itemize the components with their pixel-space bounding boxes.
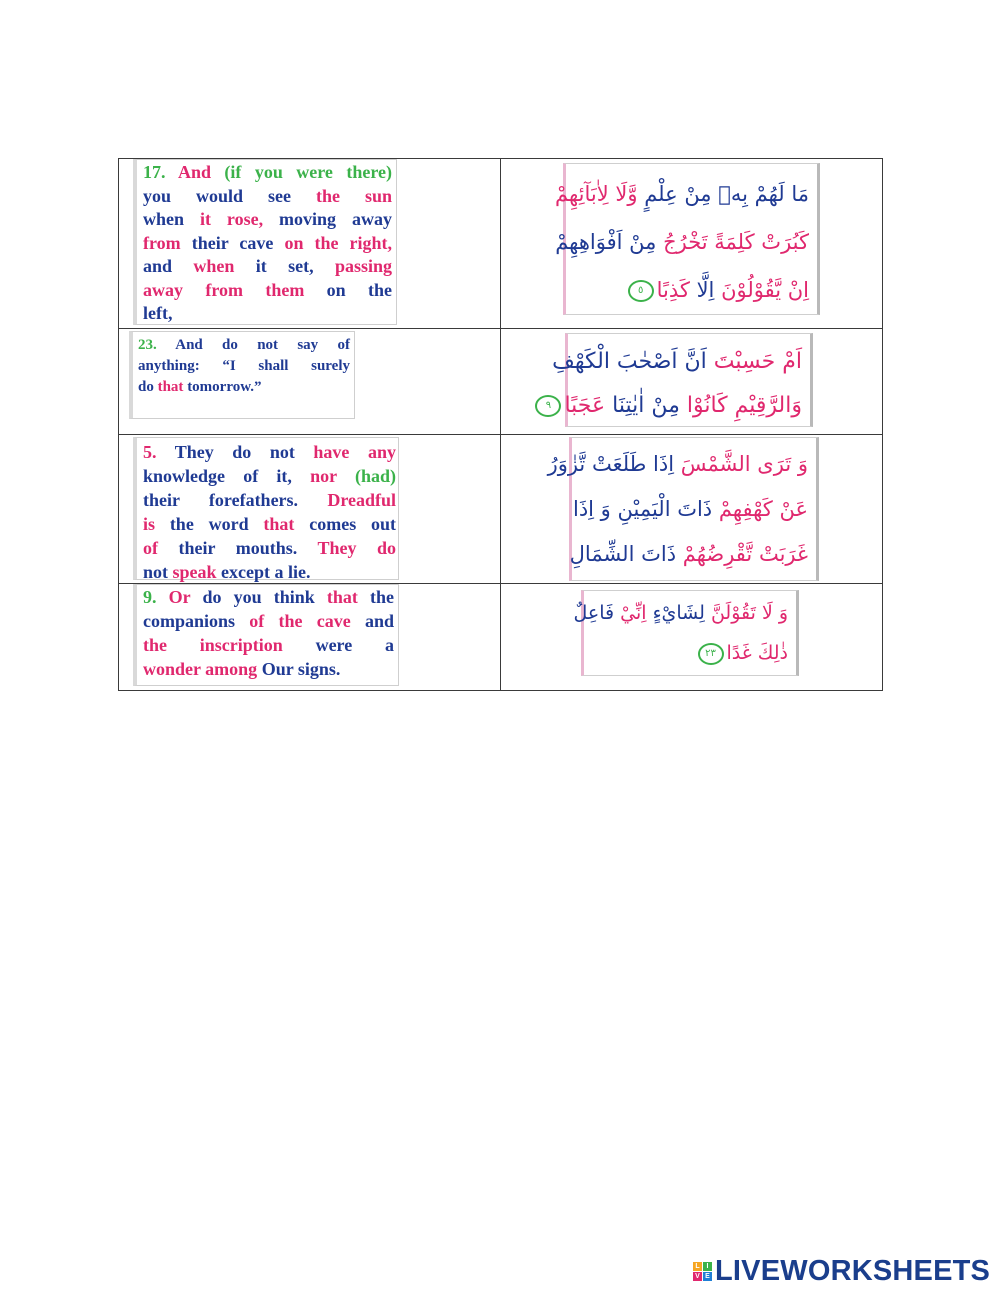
arabic-segment: وَ تَرَى الشَّمْسَ [680, 452, 808, 476]
english-cell [119, 435, 501, 584]
translation-line [143, 279, 392, 303]
translation-segment: you would see [143, 185, 316, 206]
translation-segment: and [143, 256, 194, 276]
verse-table [118, 158, 883, 691]
translation-segment: and [364, 611, 394, 631]
arabic-segment: لِشَايْءٍ [652, 602, 711, 624]
translation-segment: do you think [202, 587, 327, 607]
translation-segment: them [265, 279, 327, 300]
arabic-segment: كَبُرَتْ كَلِمَةً تَخْرُجُ [663, 230, 809, 254]
translation-segment: wonder among [143, 659, 262, 679]
arabic-segment: اِنِّيْ [620, 602, 653, 624]
table-row [119, 584, 883, 691]
translation-line [138, 356, 350, 377]
arabic-segment: ذَاتَ الشِّمَالِ [569, 542, 683, 566]
arabic-segment: عَنْ كَهْفِهِمْ [718, 497, 808, 521]
english-translation [129, 331, 355, 419]
translation-segment: is [143, 514, 170, 534]
translation-segment: 23. [138, 337, 176, 353]
translation-segment: that [157, 379, 188, 395]
ayah-marker-icon: ٢٣ [698, 643, 724, 665]
arabic-segment: غَرَبَتْ تَّقْرِضُهُمْ [682, 542, 808, 566]
translation-segment: that [326, 587, 371, 607]
translation-line [143, 440, 396, 464]
arabic-segment: مَا لَهُمْ بِهٖ مِنْ عِلْمٍ [644, 182, 809, 206]
arabic-segment: وَالرَّقِيْمِ كَانُوْا [686, 393, 802, 418]
translation-segment: the [370, 587, 395, 607]
arabic-line [545, 384, 802, 428]
arabic-verse [545, 333, 813, 427]
translation-segment: that [263, 514, 310, 534]
translation-segment: have any [313, 442, 396, 462]
table-row [119, 435, 883, 584]
arabic-line [554, 170, 809, 218]
liveworksheets-logo [693, 1256, 990, 1286]
arabic-line [590, 633, 788, 673]
translation-segment: their mouths. [178, 538, 318, 558]
translation-segment: on the right, [284, 232, 393, 253]
arabic-segment: اَمْ حَسِبْتَ [713, 349, 802, 374]
translation-segment: 5. [143, 442, 175, 462]
translation-segment: And [177, 162, 225, 182]
translation-segment: “I shall surely [222, 358, 350, 374]
translation-line [143, 657, 394, 681]
translation-line [138, 377, 350, 398]
arabic-segment: كَذِبًا [656, 278, 690, 302]
arabic-cell [501, 435, 883, 584]
arabic-segment: وَ لَا تَقُوْلَنَّ [710, 602, 788, 624]
translation-segment: sun [364, 185, 392, 206]
table-row [119, 159, 883, 329]
arabic-verse [554, 163, 820, 315]
arabic-verse [573, 590, 799, 676]
translation-segment: Our signs. [261, 659, 341, 679]
arabic-segment: اِلَّا [689, 278, 722, 302]
translation-line [143, 560, 396, 584]
translation-segment: away from [143, 279, 266, 300]
translation-segment: the [315, 185, 365, 206]
translation-segment: passing [334, 256, 393, 276]
translation-segment: the [143, 635, 200, 655]
translation-segment: left, [143, 303, 173, 323]
translation-line [143, 633, 394, 657]
translation-line [143, 185, 392, 209]
translation-line [143, 464, 396, 488]
translation-segment: except a lie. [221, 562, 311, 582]
translation-line [143, 585, 394, 609]
arabic-line [569, 532, 808, 577]
translation-segment: their forefathers. [143, 490, 328, 510]
translation-segment: comes out [309, 514, 397, 534]
translation-segment: (had) [354, 466, 396, 486]
english-translation [133, 159, 397, 325]
arabic-segment: مِنْ اٰيٰتِنَا [612, 393, 687, 418]
translation-segment: companions [143, 611, 250, 631]
translation-segment: the cave [278, 611, 365, 631]
translation-segment: on the [326, 279, 392, 300]
translation-segment: Or [168, 587, 203, 607]
translation-segment: They do [317, 538, 396, 558]
table-row [119, 329, 883, 435]
arabic-line [555, 218, 809, 266]
english-translation [133, 584, 399, 686]
translation-segment: their cave [191, 232, 285, 253]
arabic-cell [501, 329, 883, 435]
english-cell [119, 329, 501, 435]
translation-segment: They do not [174, 442, 314, 462]
arabic-cell [501, 584, 883, 691]
translation-segment: do [138, 379, 158, 395]
translation-segment: when [143, 209, 200, 229]
translation-segment: 9. [143, 587, 169, 607]
arabic-line [572, 266, 809, 314]
translation-line [143, 302, 392, 326]
arabic-segment: اِنْ يَّقُوْلُوْنَ [721, 278, 809, 302]
english-translation [133, 437, 399, 580]
arabic-segment: وَّلَا لِاٰبَآئِهِمْ [554, 182, 645, 206]
arabic-segment: ذٰلِكَ غَدًا [726, 642, 788, 664]
translation-segment: knowledge of it, [143, 466, 311, 486]
translation-line [138, 335, 350, 356]
translation-segment: when [193, 256, 256, 276]
translation-line [143, 512, 396, 536]
translation-segment: speak [172, 562, 222, 582]
translation-segment: it set, [255, 256, 335, 276]
translation-segment: the word [169, 514, 264, 534]
arabic-line [573, 593, 788, 633]
translation-line [143, 488, 396, 512]
translation-segment: not [143, 562, 173, 582]
english-cell [119, 159, 501, 329]
translation-segment: were a [282, 635, 394, 655]
translation-line [143, 609, 394, 633]
translation-segment: nor [310, 466, 355, 486]
arabic-cell [501, 159, 883, 329]
ayah-marker-icon: ٩ [535, 395, 561, 417]
translation-line [143, 232, 392, 256]
logo-grid-icon: L I V E [693, 1262, 712, 1281]
translation-line [143, 161, 392, 185]
arabic-segment: اَنَّ اَصْحٰبَ الْكَهْفِ [552, 349, 714, 374]
translation-line [143, 208, 392, 232]
english-cell [119, 584, 501, 691]
translation-segment: it rose, [199, 209, 280, 229]
arabic-segment: اِذَا طَلَعَتْ تَّزٰوَرُ [547, 452, 681, 476]
translation-segment: (if you were there) [224, 162, 392, 182]
logo-text: LIVEWORKSHEETS [715, 1254, 991, 1287]
translation-segment: inscription [199, 635, 283, 655]
arabic-line [572, 487, 808, 532]
translation-segment: Dreadful [327, 490, 396, 510]
arabic-segment: مِنْ اَفْوَاهِهِمْ [555, 230, 664, 254]
arabic-verse [547, 437, 819, 581]
translation-segment: from [143, 232, 192, 253]
arabic-line [547, 442, 808, 487]
arabic-segment: ذَاتَ الْيَمِيْنِ وَ اِذَا [572, 497, 719, 521]
arabic-segment: فَاعِلٌ [573, 602, 621, 624]
translation-line [143, 255, 392, 279]
translation-segment: And do not say of [175, 337, 350, 353]
ayah-marker-icon: ٥ [628, 280, 654, 302]
translation-segment: anything: [138, 358, 223, 374]
translation-line [143, 536, 396, 560]
arabic-line [552, 340, 802, 384]
translation-segment: of [249, 611, 279, 631]
translation-segment: moving away [279, 209, 392, 229]
translation-segment: 17. [143, 162, 178, 182]
translation-segment: tomorrow.” [187, 379, 262, 395]
arabic-segment: عَجَبًا [564, 393, 613, 418]
translation-segment: of [143, 538, 179, 558]
